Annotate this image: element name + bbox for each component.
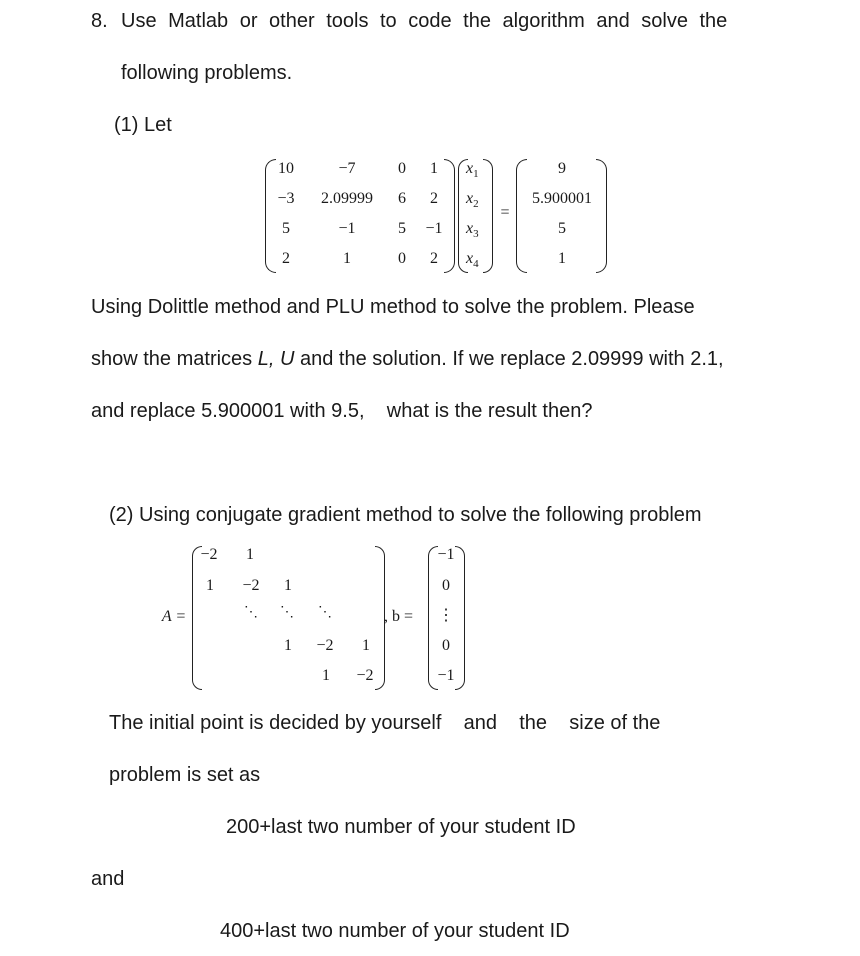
matrix-A-cell: −2	[316, 637, 334, 654]
matrix-cell: −3	[277, 190, 295, 207]
matrix-cell: 10	[278, 160, 294, 177]
matrix-A-cell: 1	[362, 637, 370, 654]
matrix-A-cell: −2	[242, 577, 260, 594]
equals-sign: =	[500, 204, 510, 221]
matrix-cell: 6	[398, 190, 406, 207]
part1-text-line2: show the matrices L, U and the solution. If we replace 2.09999 with 2.1,	[91, 348, 724, 370]
matrix-cell: 5	[282, 220, 290, 237]
x-vector-entry: $x_4$	[466, 250, 479, 270]
problem-intro-line2: following problems.	[121, 62, 293, 84]
vector-b-entry: −1	[437, 667, 455, 684]
matrix-cell: 2.09999	[321, 190, 373, 207]
matrix-cell: 1	[343, 250, 351, 267]
problem-number: 8.	[91, 10, 108, 32]
part2-text-line1: The initial point is decided by yourself and the size of the	[109, 712, 661, 734]
matrix-cell: 1	[430, 160, 438, 177]
matrix-A-cell: 1	[284, 637, 292, 654]
part1-text-line3: and replace 5.900001 with 9.5, what is the result then?	[91, 400, 593, 422]
rhs-entry: 1	[558, 250, 566, 267]
part2-label: (2) Using conjugate gradient method to solve the following problem	[109, 504, 702, 526]
matrix-A-label: A =	[161, 608, 187, 625]
diagonal-dots: ⋱	[318, 604, 332, 620]
rhs-entry: 5	[558, 220, 566, 237]
matrix-cell: −1	[425, 220, 443, 237]
x-vector-entry: $x_3$	[466, 220, 479, 240]
part1-text-line1: Using Dolittle method and PLU method to solve the problem. Please	[91, 296, 695, 318]
matrix-cell: −1	[338, 220, 356, 237]
matrix-cell: 2	[430, 190, 438, 207]
diagonal-dots: ⋱	[280, 604, 294, 620]
matrix-cell: 5	[398, 220, 406, 237]
problem-size-1: 200+last two number of your student ID	[226, 816, 576, 838]
matrix-cell: 2	[282, 250, 290, 267]
matrix-cell: 0	[398, 160, 406, 177]
matrix-A-cell: 1	[246, 546, 254, 563]
x-vector-entry: $x_2$	[466, 190, 479, 210]
and-word: and	[91, 868, 125, 890]
matrix-cell: 0	[398, 250, 406, 267]
vector-b-entry: 0	[442, 577, 450, 594]
vector-b-entry: −1	[437, 546, 455, 563]
diagonal-dots: ⋱	[244, 604, 258, 620]
matrix-A-cell: −2	[200, 546, 218, 563]
rhs-entry: 9	[558, 160, 566, 177]
vector-b-label: , b =	[384, 608, 414, 625]
matrix-A-cell: 1	[284, 577, 292, 594]
matrix-A-cell: 1	[206, 577, 214, 594]
part2-text-line2: problem is set as	[109, 764, 261, 786]
problem-intro-line1: Use Matlab or other tools to code the algorithm and solve the	[121, 10, 728, 32]
matrix-cell: 2	[430, 250, 438, 267]
vector-b-entry: ⋮	[438, 607, 454, 624]
rhs-entry: 5.900001	[532, 190, 592, 207]
matrix-A-cell: −2	[356, 667, 374, 684]
matrix-A-cell: 1	[322, 667, 330, 684]
matrix-cell: −7	[338, 160, 356, 177]
problem-size-2: 400+last two number of your student ID	[220, 920, 570, 942]
part1-label: (1) Let	[114, 114, 172, 136]
vector-b-entry: 0	[442, 637, 450, 654]
matrix-A-left-paren	[192, 546, 202, 690]
x-vector-entry: $x_1$	[466, 160, 479, 180]
